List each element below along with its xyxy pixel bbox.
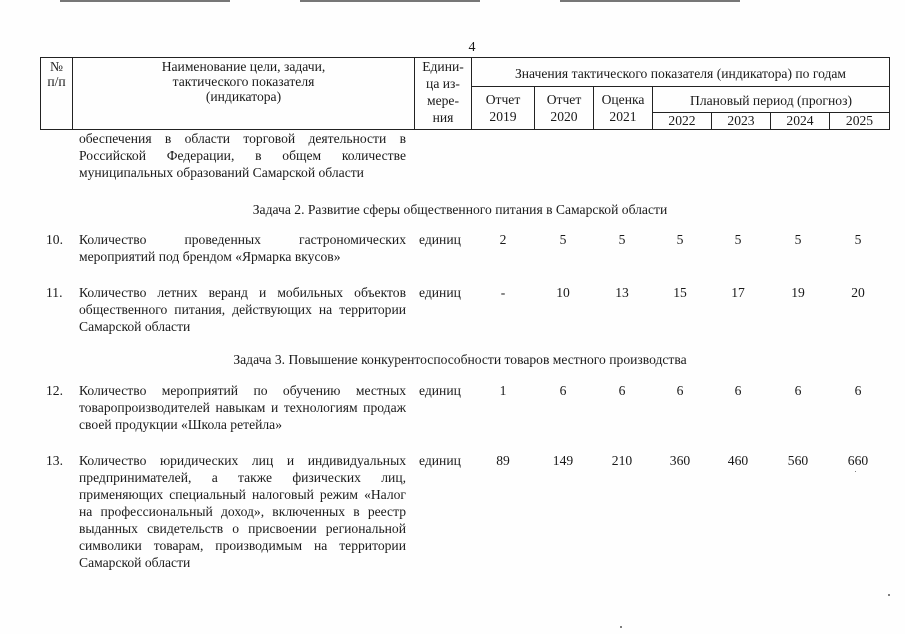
value-2023: 5	[734, 232, 742, 247]
value-2025: 6	[854, 383, 862, 398]
continuation-text: обеспечения в области торговой деятельности в Российской Федерации, в общем количестве муниципальных образований Самарской области	[79, 131, 406, 180]
header-year-2024: 2024	[786, 113, 814, 128]
row-number: 11.	[46, 285, 63, 300]
value-2021: 6	[618, 383, 626, 398]
value-2023: 460	[727, 453, 749, 468]
row-name: Количество юридических лиц и индивидуальных предпринимателей, а также физических лиц, применяющих специальный налоговый режим «Налог на профессиональный доход», включенных в реестр выданных свидетельств о присвоении региональной символики товарам, производимым на территории Самарской области	[79, 453, 406, 570]
header-name: Наименование цели, задачи, тактического показателя (индикатора)	[161, 59, 326, 104]
header-report-2019: Отчет 2019	[485, 92, 521, 124]
value-2025: 5	[854, 232, 862, 247]
value-2023: 17	[731, 285, 745, 300]
value-2019: 2	[499, 232, 507, 247]
value-2022: 6	[676, 383, 684, 398]
header-unit: Едини- ца из- мере- ния	[422, 59, 464, 125]
value-2021: 13	[615, 285, 629, 300]
value-2024: 560	[787, 453, 809, 468]
scan-speck	[620, 626, 622, 628]
value-2024: 5	[794, 232, 802, 247]
scan-speck	[855, 471, 856, 472]
header-values-title: Значения тактического показателя (индикатора) по годам	[514, 66, 847, 81]
value-2023: 6	[734, 383, 742, 398]
header-report-2020: Отчет 2020	[546, 92, 582, 124]
scan-speck	[888, 594, 890, 596]
row-unit: единиц	[419, 383, 461, 398]
header-year-2022: 2022	[668, 113, 696, 128]
header-year-2023: 2023	[727, 113, 755, 128]
row-unit: единиц	[419, 232, 461, 247]
header-estimate-2021: Оценка 2021	[601, 92, 645, 124]
task-heading: Задача 2. Развитие сферы общественного питания в Самарской области	[252, 202, 668, 217]
value-2022: 360	[669, 453, 691, 468]
value-2022: 5	[676, 232, 684, 247]
value-2025: 20	[851, 285, 865, 300]
value-2020: 6	[559, 383, 567, 398]
row-unit: единиц	[419, 285, 461, 300]
value-2022: 15	[673, 285, 687, 300]
row-name: Количество проведенных гастрономических мероприятий под брендом «Ярмарка вкусов»	[79, 232, 406, 264]
value-2020: 149	[552, 453, 574, 468]
scan-edge-line	[300, 0, 480, 2]
value-2019: -	[500, 285, 506, 300]
value-2021: 5	[618, 232, 626, 247]
value-2020: 10	[556, 285, 570, 300]
row-name: Количество летних веранд и мобильных объектов общественного питания, действующих на территории Самарской области	[79, 285, 406, 334]
header-number: № п/п	[47, 59, 66, 89]
value-2024: 6	[794, 383, 802, 398]
row-name: Количество мероприятий по обучению местных товаропроизводителей навыкам и технологиям продаж своей продукции «Школа ретейла»	[79, 383, 406, 432]
value-2025: 660	[847, 453, 869, 468]
task-heading: Задача 3. Повышение конкурентоспособности товаров местного производства	[233, 352, 687, 367]
value-2021: 210	[611, 453, 633, 468]
row-number: 13.	[46, 453, 63, 468]
value-2019: 89	[496, 453, 510, 468]
scan-edge-line	[60, 0, 230, 2]
page-number: 4	[468, 40, 476, 55]
row-number: 10.	[46, 232, 63, 247]
header-plan-period: Плановый период (прогноз)	[690, 93, 852, 108]
header-year-2025: 2025	[845, 113, 874, 128]
row-unit: единиц	[419, 453, 461, 468]
value-2019: 1	[499, 383, 507, 398]
row-number: 12.	[46, 383, 63, 398]
value-2020: 5	[559, 232, 567, 247]
value-2024: 19	[791, 285, 805, 300]
scan-edge-line	[560, 0, 740, 2]
